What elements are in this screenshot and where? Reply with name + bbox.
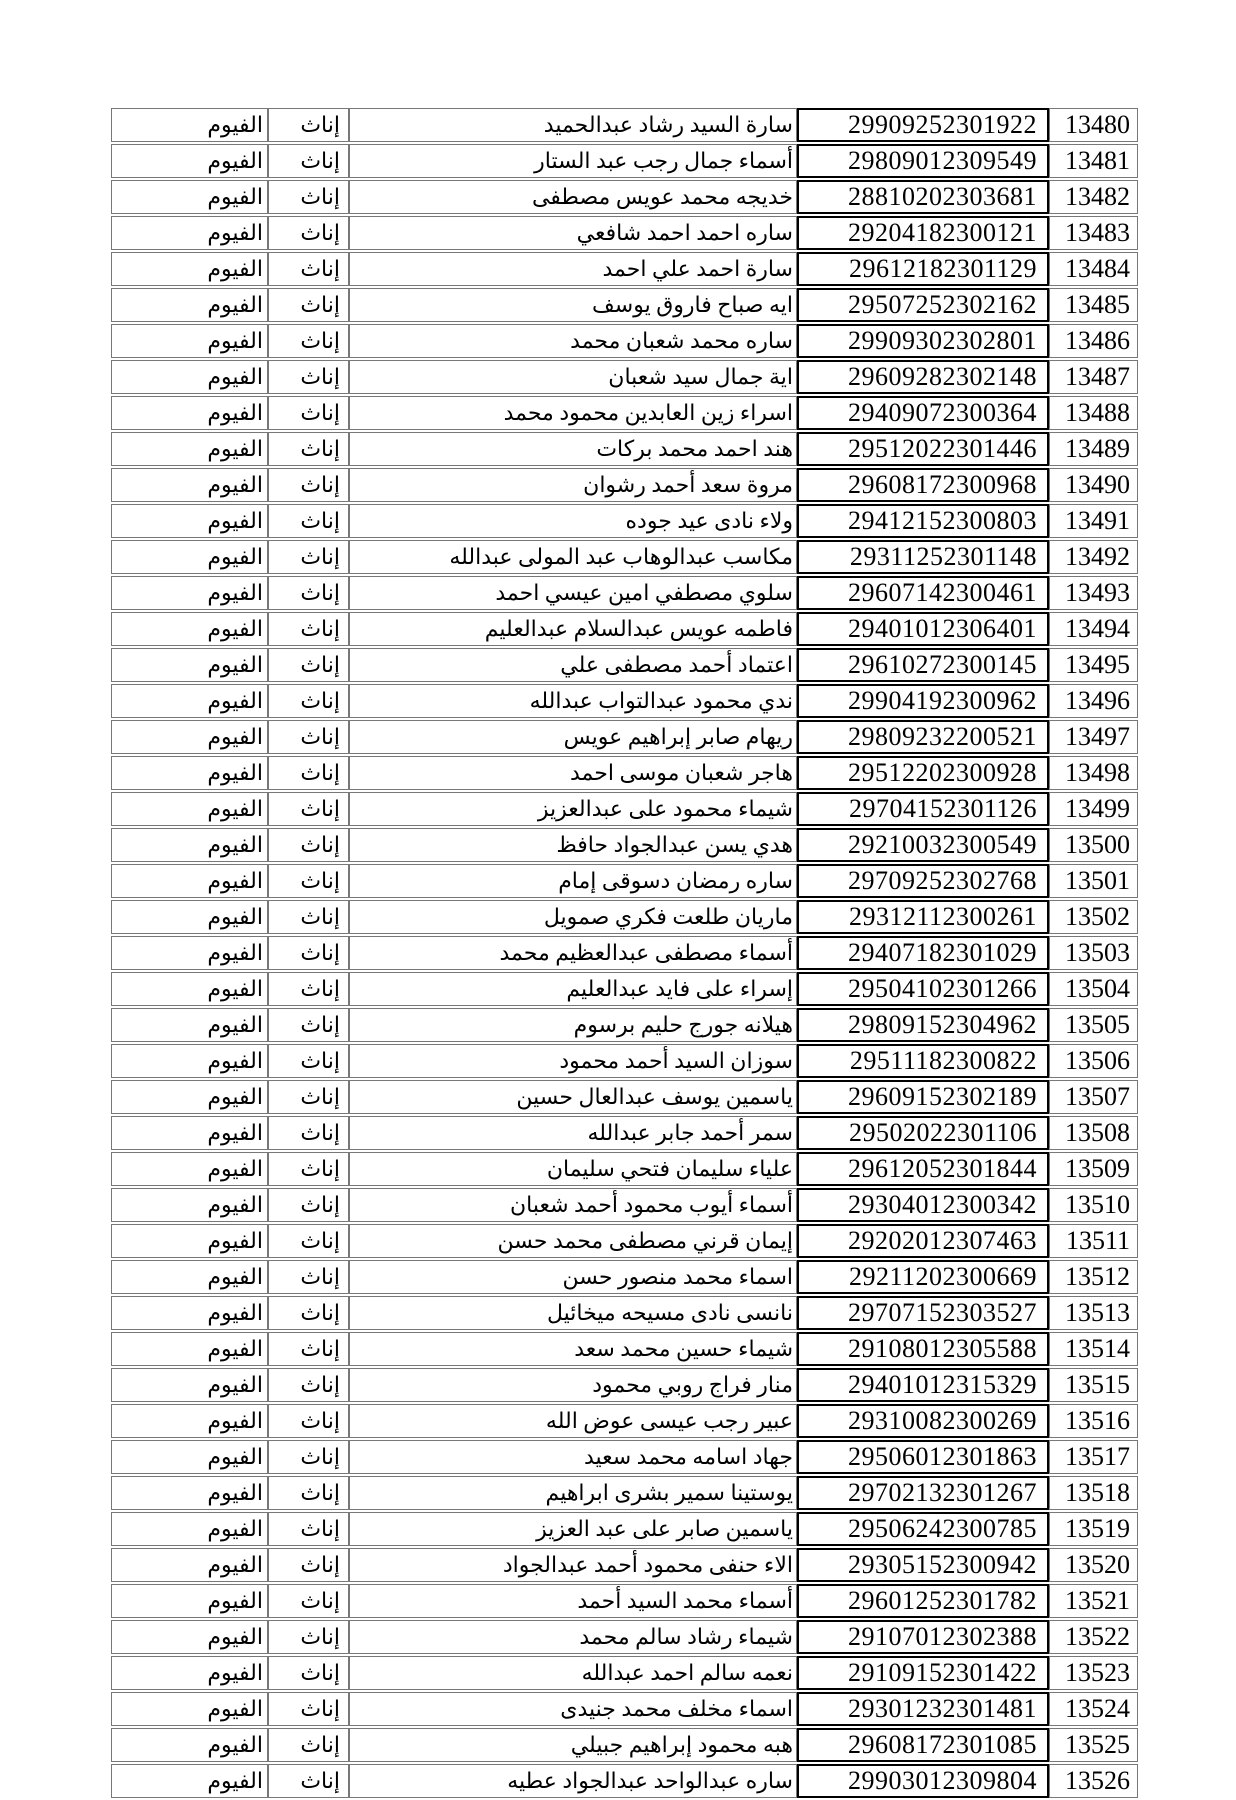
national-id-cell: 29412152300803 bbox=[797, 504, 1049, 538]
name-cell: أسماء أيوب محمود أحمد شعبان bbox=[349, 1188, 797, 1222]
gender-cell: إناث bbox=[268, 252, 349, 286]
table-row bbox=[111, 1512, 1138, 1546]
table-row bbox=[111, 1548, 1138, 1582]
gender-cell: إناث bbox=[268, 1008, 349, 1042]
name-cell: علياء سليمان فتحي سليمان bbox=[349, 1152, 797, 1186]
table-row bbox=[111, 1692, 1138, 1726]
governorate-cell: الفيوم bbox=[111, 1512, 268, 1546]
gender-cell: إناث bbox=[268, 144, 349, 178]
name-cell: منار فراج روبي محمود bbox=[349, 1368, 797, 1402]
governorate-cell: الفيوم bbox=[111, 1368, 268, 1402]
name-cell: نانسى نادى مسيحه ميخائيل bbox=[349, 1296, 797, 1330]
name-cell: ولاء نادى عيد جوده bbox=[349, 504, 797, 538]
national-id-cell: 29401012315329 bbox=[797, 1368, 1049, 1402]
gender-cell: إناث bbox=[268, 1296, 349, 1330]
gender-cell: إناث bbox=[268, 1584, 349, 1618]
gender-cell: إناث bbox=[268, 756, 349, 790]
gender-cell: إناث bbox=[268, 1044, 349, 1078]
table-row bbox=[111, 252, 1138, 286]
national-id-cell: 29204182300121 bbox=[797, 216, 1049, 250]
national-id-cell: 29506012301863 bbox=[797, 1440, 1049, 1474]
governorate-cell: الفيوم bbox=[111, 1044, 268, 1078]
gender-cell: إناث bbox=[268, 1440, 349, 1474]
table-row bbox=[111, 900, 1138, 934]
national-id-cell: 29909252301922 bbox=[797, 108, 1049, 142]
table-row bbox=[111, 216, 1138, 250]
gender-cell: إناث bbox=[268, 720, 349, 754]
national-id-cell: 29506242300785 bbox=[797, 1512, 1049, 1546]
name-cell: عبير رجب عيسى عوض الله bbox=[349, 1404, 797, 1438]
gender-cell: إناث bbox=[268, 576, 349, 610]
national-id-cell: 29707152303527 bbox=[797, 1296, 1049, 1330]
national-id-cell: 29610272300145 bbox=[797, 648, 1049, 682]
name-cell: شيماء رشاد سالم محمد bbox=[349, 1620, 797, 1654]
gender-cell: إناث bbox=[268, 108, 349, 142]
governorate-cell: الفيوم bbox=[111, 1620, 268, 1654]
gender-cell: إناث bbox=[268, 1764, 349, 1798]
table-row bbox=[111, 756, 1138, 790]
records-sheet bbox=[111, 106, 1138, 1800]
governorate-cell: الفيوم bbox=[111, 108, 268, 142]
gender-cell: إناث bbox=[268, 468, 349, 502]
national-id-cell: 29512022301446 bbox=[797, 432, 1049, 466]
table-row bbox=[111, 144, 1138, 178]
serial-cell: 13491 bbox=[1049, 504, 1138, 538]
governorate-cell: الفيوم bbox=[111, 360, 268, 394]
national-id-cell: 29909302302801 bbox=[797, 324, 1049, 358]
table-row bbox=[111, 1404, 1138, 1438]
gender-cell: إناث bbox=[268, 792, 349, 826]
gender-cell: إناث bbox=[268, 612, 349, 646]
gender-cell: إناث bbox=[268, 1332, 349, 1366]
governorate-cell: الفيوم bbox=[111, 1692, 268, 1726]
national-id-cell: 29409072300364 bbox=[797, 396, 1049, 430]
serial-cell: 13517 bbox=[1049, 1440, 1138, 1474]
records-table bbox=[111, 106, 1138, 1800]
serial-cell: 13488 bbox=[1049, 396, 1138, 430]
serial-cell: 13487 bbox=[1049, 360, 1138, 394]
table-row bbox=[111, 1368, 1138, 1402]
governorate-cell: الفيوم bbox=[111, 756, 268, 790]
serial-cell: 13520 bbox=[1049, 1548, 1138, 1582]
serial-cell: 13502 bbox=[1049, 900, 1138, 934]
name-cell: اعتماد أحمد مصطفى علي bbox=[349, 648, 797, 682]
serial-cell: 13518 bbox=[1049, 1476, 1138, 1510]
national-id-cell: 29612182301129 bbox=[797, 252, 1049, 286]
serial-cell: 13511 bbox=[1049, 1224, 1138, 1258]
gender-cell: إناث bbox=[268, 540, 349, 574]
name-cell: ياسمين يوسف عبدالعال حسين bbox=[349, 1080, 797, 1114]
serial-cell: 13514 bbox=[1049, 1332, 1138, 1366]
serial-cell: 13526 bbox=[1049, 1764, 1138, 1798]
gender-cell: إناث bbox=[268, 1476, 349, 1510]
national-id-cell: 29609152302189 bbox=[797, 1080, 1049, 1114]
gender-cell: إناث bbox=[268, 1404, 349, 1438]
national-id-cell: 29312112300261 bbox=[797, 900, 1049, 934]
gender-cell: إناث bbox=[268, 900, 349, 934]
table-row bbox=[111, 1260, 1138, 1294]
governorate-cell: الفيوم bbox=[111, 900, 268, 934]
gender-cell: إناث bbox=[268, 324, 349, 358]
serial-cell: 13501 bbox=[1049, 864, 1138, 898]
serial-cell: 13497 bbox=[1049, 720, 1138, 754]
table-row bbox=[111, 468, 1138, 502]
governorate-cell: الفيوم bbox=[111, 936, 268, 970]
national-id-cell: 29702132301267 bbox=[797, 1476, 1049, 1510]
name-cell: الاء حنفى محمود أحمد عبدالجواد bbox=[349, 1548, 797, 1582]
governorate-cell: الفيوم bbox=[111, 1548, 268, 1582]
serial-cell: 13509 bbox=[1049, 1152, 1138, 1186]
gender-cell: إناث bbox=[268, 864, 349, 898]
governorate-cell: الفيوم bbox=[111, 216, 268, 250]
gender-cell: إناث bbox=[268, 1620, 349, 1654]
national-id-cell: 29809152304962 bbox=[797, 1008, 1049, 1042]
serial-cell: 13492 bbox=[1049, 540, 1138, 574]
serial-cell: 13523 bbox=[1049, 1656, 1138, 1690]
national-id-cell: 29504102301266 bbox=[797, 972, 1049, 1006]
governorate-cell: الفيوم bbox=[111, 1008, 268, 1042]
table-row bbox=[111, 1224, 1138, 1258]
name-cell: أسماء مصطفى عبدالعظيم محمد bbox=[349, 936, 797, 970]
name-cell: اية جمال سيد شعبان bbox=[349, 360, 797, 394]
gender-cell: إناث bbox=[268, 360, 349, 394]
serial-cell: 13489 bbox=[1049, 432, 1138, 466]
name-cell: هند احمد محمد بركات bbox=[349, 432, 797, 466]
governorate-cell: الفيوم bbox=[111, 1584, 268, 1618]
serial-cell: 13482 bbox=[1049, 180, 1138, 214]
name-cell: نعمه سالم احمد عبدالله bbox=[349, 1656, 797, 1690]
national-id-cell: 29310082300269 bbox=[797, 1404, 1049, 1438]
name-cell: جهاد اسامه محمد سعيد bbox=[349, 1440, 797, 1474]
serial-cell: 13522 bbox=[1049, 1620, 1138, 1654]
governorate-cell: الفيوم bbox=[111, 648, 268, 682]
national-id-cell: 29407182301029 bbox=[797, 936, 1049, 970]
table-row bbox=[111, 432, 1138, 466]
gender-cell: إناث bbox=[268, 972, 349, 1006]
governorate-cell: الفيوم bbox=[111, 684, 268, 718]
serial-cell: 13498 bbox=[1049, 756, 1138, 790]
national-id-cell: 29109152301422 bbox=[797, 1656, 1049, 1690]
governorate-cell: الفيوم bbox=[111, 1332, 268, 1366]
name-cell: شيماء محمود على عبدالعزيز bbox=[349, 792, 797, 826]
serial-cell: 13507 bbox=[1049, 1080, 1138, 1114]
national-id-cell: 29210032300549 bbox=[797, 828, 1049, 862]
table-row bbox=[111, 936, 1138, 970]
national-id-cell: 29301232301481 bbox=[797, 1692, 1049, 1726]
gender-cell: إناث bbox=[268, 1116, 349, 1150]
table-row bbox=[111, 828, 1138, 862]
table-row bbox=[111, 1656, 1138, 1690]
governorate-cell: الفيوم bbox=[111, 792, 268, 826]
gender-cell: إناث bbox=[268, 1368, 349, 1402]
name-cell: ساره عبدالواحد عبدالجواد عطيه bbox=[349, 1764, 797, 1798]
serial-cell: 13495 bbox=[1049, 648, 1138, 682]
gender-cell: إناث bbox=[268, 1728, 349, 1762]
gender-cell: إناث bbox=[268, 396, 349, 430]
table-row bbox=[111, 504, 1138, 538]
serial-cell: 13483 bbox=[1049, 216, 1138, 250]
gender-cell: إناث bbox=[268, 1080, 349, 1114]
table-row bbox=[111, 1620, 1138, 1654]
national-id-cell: 29305152300942 bbox=[797, 1548, 1049, 1582]
table-row bbox=[111, 576, 1138, 610]
gender-cell: إناث bbox=[268, 648, 349, 682]
serial-cell: 13484 bbox=[1049, 252, 1138, 286]
governorate-cell: الفيوم bbox=[111, 1476, 268, 1510]
records-tbody bbox=[111, 108, 1138, 1798]
table-row bbox=[111, 288, 1138, 322]
gender-cell: إناث bbox=[268, 684, 349, 718]
table-row bbox=[111, 1440, 1138, 1474]
serial-cell: 13490 bbox=[1049, 468, 1138, 502]
table-row bbox=[111, 1152, 1138, 1186]
governorate-cell: الفيوم bbox=[111, 1440, 268, 1474]
national-id-cell: 29903012309804 bbox=[797, 1764, 1049, 1798]
governorate-cell: الفيوم bbox=[111, 288, 268, 322]
table-row bbox=[111, 864, 1138, 898]
serial-cell: 13521 bbox=[1049, 1584, 1138, 1618]
serial-cell: 13480 bbox=[1049, 108, 1138, 142]
serial-cell: 13505 bbox=[1049, 1008, 1138, 1042]
national-id-cell: 29401012306401 bbox=[797, 612, 1049, 646]
serial-cell: 13493 bbox=[1049, 576, 1138, 610]
governorate-cell: الفيوم bbox=[111, 252, 268, 286]
governorate-cell: الفيوم bbox=[111, 1404, 268, 1438]
name-cell: سارة احمد علي احمد bbox=[349, 252, 797, 286]
national-id-cell: 29211202300669 bbox=[797, 1260, 1049, 1294]
table-row bbox=[111, 1476, 1138, 1510]
gender-cell: إناث bbox=[268, 504, 349, 538]
national-id-cell: 29709252302768 bbox=[797, 864, 1049, 898]
gender-cell: إناث bbox=[268, 1656, 349, 1690]
gender-cell: إناث bbox=[268, 180, 349, 214]
name-cell: ايه صباح فاروق يوسف bbox=[349, 288, 797, 322]
name-cell: سوزان السيد أحمد محمود bbox=[349, 1044, 797, 1078]
gender-cell: إناث bbox=[268, 1548, 349, 1582]
name-cell: شيماء حسين محمد سعد bbox=[349, 1332, 797, 1366]
governorate-cell: الفيوم bbox=[111, 180, 268, 214]
gender-cell: إناث bbox=[268, 1188, 349, 1222]
national-id-cell: 29202012307463 bbox=[797, 1224, 1049, 1258]
table-row bbox=[111, 360, 1138, 394]
table-row bbox=[111, 648, 1138, 682]
gender-cell: إناث bbox=[268, 1224, 349, 1258]
serial-cell: 13500 bbox=[1049, 828, 1138, 862]
national-id-cell: 29311252301148 bbox=[797, 540, 1049, 574]
national-id-cell: 29809232200521 bbox=[797, 720, 1049, 754]
name-cell: سلوي مصطفي امين عيسي احمد bbox=[349, 576, 797, 610]
national-id-cell: 28810202303681 bbox=[797, 180, 1049, 214]
table-row bbox=[111, 540, 1138, 574]
governorate-cell: الفيوم bbox=[111, 1296, 268, 1330]
national-id-cell: 29107012302388 bbox=[797, 1620, 1049, 1654]
table-row bbox=[111, 396, 1138, 430]
national-id-cell: 29904192300962 bbox=[797, 684, 1049, 718]
gender-cell: إناث bbox=[268, 216, 349, 250]
gender-cell: إناث bbox=[268, 936, 349, 970]
table-row bbox=[111, 1296, 1138, 1330]
table-row bbox=[111, 1188, 1138, 1222]
serial-cell: 13485 bbox=[1049, 288, 1138, 322]
table-row bbox=[111, 1044, 1138, 1078]
table-row bbox=[111, 1116, 1138, 1150]
governorate-cell: الفيوم bbox=[111, 1224, 268, 1258]
serial-cell: 13499 bbox=[1049, 792, 1138, 826]
name-cell: ندي محمود عبدالتواب عبدالله bbox=[349, 684, 797, 718]
name-cell: سمر أحمد جابر عبدالله bbox=[349, 1116, 797, 1150]
gender-cell: إناث bbox=[268, 1152, 349, 1186]
national-id-cell: 29609282302148 bbox=[797, 360, 1049, 394]
table-row bbox=[111, 1080, 1138, 1114]
national-id-cell: 29608172301085 bbox=[797, 1728, 1049, 1762]
governorate-cell: الفيوم bbox=[111, 1152, 268, 1186]
governorate-cell: الفيوم bbox=[111, 396, 268, 430]
national-id-cell: 29304012300342 bbox=[797, 1188, 1049, 1222]
gender-cell: إناث bbox=[268, 432, 349, 466]
national-id-cell: 29704152301126 bbox=[797, 792, 1049, 826]
name-cell: ريهام صابر إبراهيم عويس bbox=[349, 720, 797, 754]
governorate-cell: الفيوم bbox=[111, 468, 268, 502]
serial-cell: 13486 bbox=[1049, 324, 1138, 358]
serial-cell: 13512 bbox=[1049, 1260, 1138, 1294]
governorate-cell: الفيوم bbox=[111, 828, 268, 862]
table-row bbox=[111, 1764, 1138, 1798]
table-row bbox=[111, 972, 1138, 1006]
national-id-cell: 29612052301844 bbox=[797, 1152, 1049, 1186]
serial-cell: 13524 bbox=[1049, 1692, 1138, 1726]
table-row bbox=[111, 1008, 1138, 1042]
gender-cell: إناث bbox=[268, 1692, 349, 1726]
name-cell: مروة سعد أحمد رشوان bbox=[349, 468, 797, 502]
governorate-cell: الفيوم bbox=[111, 576, 268, 610]
national-id-cell: 29608172300968 bbox=[797, 468, 1049, 502]
name-cell: ساره محمد شعبان محمد bbox=[349, 324, 797, 358]
serial-cell: 13510 bbox=[1049, 1188, 1138, 1222]
serial-cell: 13516 bbox=[1049, 1404, 1138, 1438]
name-cell: خديجه محمد عويس مصطفى bbox=[349, 180, 797, 214]
name-cell: يوستينا سمير بشرى ابراهيم bbox=[349, 1476, 797, 1510]
gender-cell: إناث bbox=[268, 288, 349, 322]
governorate-cell: الفيوم bbox=[111, 1188, 268, 1222]
serial-cell: 13496 bbox=[1049, 684, 1138, 718]
national-id-cell: 29511182300822 bbox=[797, 1044, 1049, 1078]
name-cell: اسراء زين العابدين محمود محمد bbox=[349, 396, 797, 430]
national-id-cell: 29809012309549 bbox=[797, 144, 1049, 178]
table-row bbox=[111, 1584, 1138, 1618]
serial-cell: 13506 bbox=[1049, 1044, 1138, 1078]
name-cell: أسماء جمال رجب عبد الستار bbox=[349, 144, 797, 178]
governorate-cell: الفيوم bbox=[111, 432, 268, 466]
governorate-cell: الفيوم bbox=[111, 720, 268, 754]
name-cell: إيمان قرني مصطفى محمد حسن bbox=[349, 1224, 797, 1258]
table-row bbox=[111, 612, 1138, 646]
governorate-cell: الفيوم bbox=[111, 612, 268, 646]
name-cell: اسماء مخلف محمد جنيدى bbox=[349, 1692, 797, 1726]
name-cell: مكاسب عبدالوهاب عبد المولى عبدالله bbox=[349, 540, 797, 574]
name-cell: ياسمين صابر على عبد العزيز bbox=[349, 1512, 797, 1546]
national-id-cell: 29607142300461 bbox=[797, 576, 1049, 610]
governorate-cell: الفيوم bbox=[111, 324, 268, 358]
name-cell: هدي يسن عبدالجواد حافظ bbox=[349, 828, 797, 862]
serial-cell: 13525 bbox=[1049, 1728, 1138, 1762]
serial-cell: 13519 bbox=[1049, 1512, 1138, 1546]
gender-cell: إناث bbox=[268, 1260, 349, 1294]
serial-cell: 13515 bbox=[1049, 1368, 1138, 1402]
table-row bbox=[111, 1332, 1138, 1366]
governorate-cell: الفيوم bbox=[111, 1728, 268, 1762]
name-cell: سارة السيد رشاد عبدالحميد bbox=[349, 108, 797, 142]
governorate-cell: الفيوم bbox=[111, 1764, 268, 1798]
governorate-cell: الفيوم bbox=[111, 144, 268, 178]
table-row bbox=[111, 792, 1138, 826]
national-id-cell: 29512202300928 bbox=[797, 756, 1049, 790]
name-cell: ساره رمضان دسوقى إمام bbox=[349, 864, 797, 898]
governorate-cell: الفيوم bbox=[111, 1080, 268, 1114]
national-id-cell: 29601252301782 bbox=[797, 1584, 1049, 1618]
table-row bbox=[111, 180, 1138, 214]
table-row bbox=[111, 324, 1138, 358]
governorate-cell: الفيوم bbox=[111, 540, 268, 574]
name-cell: هبه محمود إبراهيم جبيلي bbox=[349, 1728, 797, 1762]
name-cell: ساره احمد احمد شافعي bbox=[349, 216, 797, 250]
table-row bbox=[111, 684, 1138, 718]
serial-cell: 13494 bbox=[1049, 612, 1138, 646]
table-row bbox=[111, 108, 1138, 142]
serial-cell: 13481 bbox=[1049, 144, 1138, 178]
governorate-cell: الفيوم bbox=[111, 864, 268, 898]
governorate-cell: الفيوم bbox=[111, 504, 268, 538]
national-id-cell: 29108012305588 bbox=[797, 1332, 1049, 1366]
gender-cell: إناث bbox=[268, 828, 349, 862]
serial-cell: 13513 bbox=[1049, 1296, 1138, 1330]
name-cell: ماريان طلعت فكري صمويل bbox=[349, 900, 797, 934]
name-cell: فاطمه عويس عبدالسلام عبدالعليم bbox=[349, 612, 797, 646]
table-row bbox=[111, 720, 1138, 754]
name-cell: اسماء محمد منصور حسن bbox=[349, 1260, 797, 1294]
governorate-cell: الفيوم bbox=[111, 1656, 268, 1690]
serial-cell: 13503 bbox=[1049, 936, 1138, 970]
name-cell: أسماء محمد السيد أحمد bbox=[349, 1584, 797, 1618]
serial-cell: 13504 bbox=[1049, 972, 1138, 1006]
name-cell: هاجر شعبان موسى احمد bbox=[349, 756, 797, 790]
serial-cell: 13508 bbox=[1049, 1116, 1138, 1150]
name-cell: هيلانه جورج حليم برسوم bbox=[349, 1008, 797, 1042]
national-id-cell: 29507252302162 bbox=[797, 288, 1049, 322]
governorate-cell: الفيوم bbox=[111, 972, 268, 1006]
governorate-cell: الفيوم bbox=[111, 1260, 268, 1294]
gender-cell: إناث bbox=[268, 1512, 349, 1546]
name-cell: إسراء على فايد عبدالعليم bbox=[349, 972, 797, 1006]
national-id-cell: 29502022301106 bbox=[797, 1116, 1049, 1150]
table-row bbox=[111, 1728, 1138, 1762]
governorate-cell: الفيوم bbox=[111, 1116, 268, 1150]
